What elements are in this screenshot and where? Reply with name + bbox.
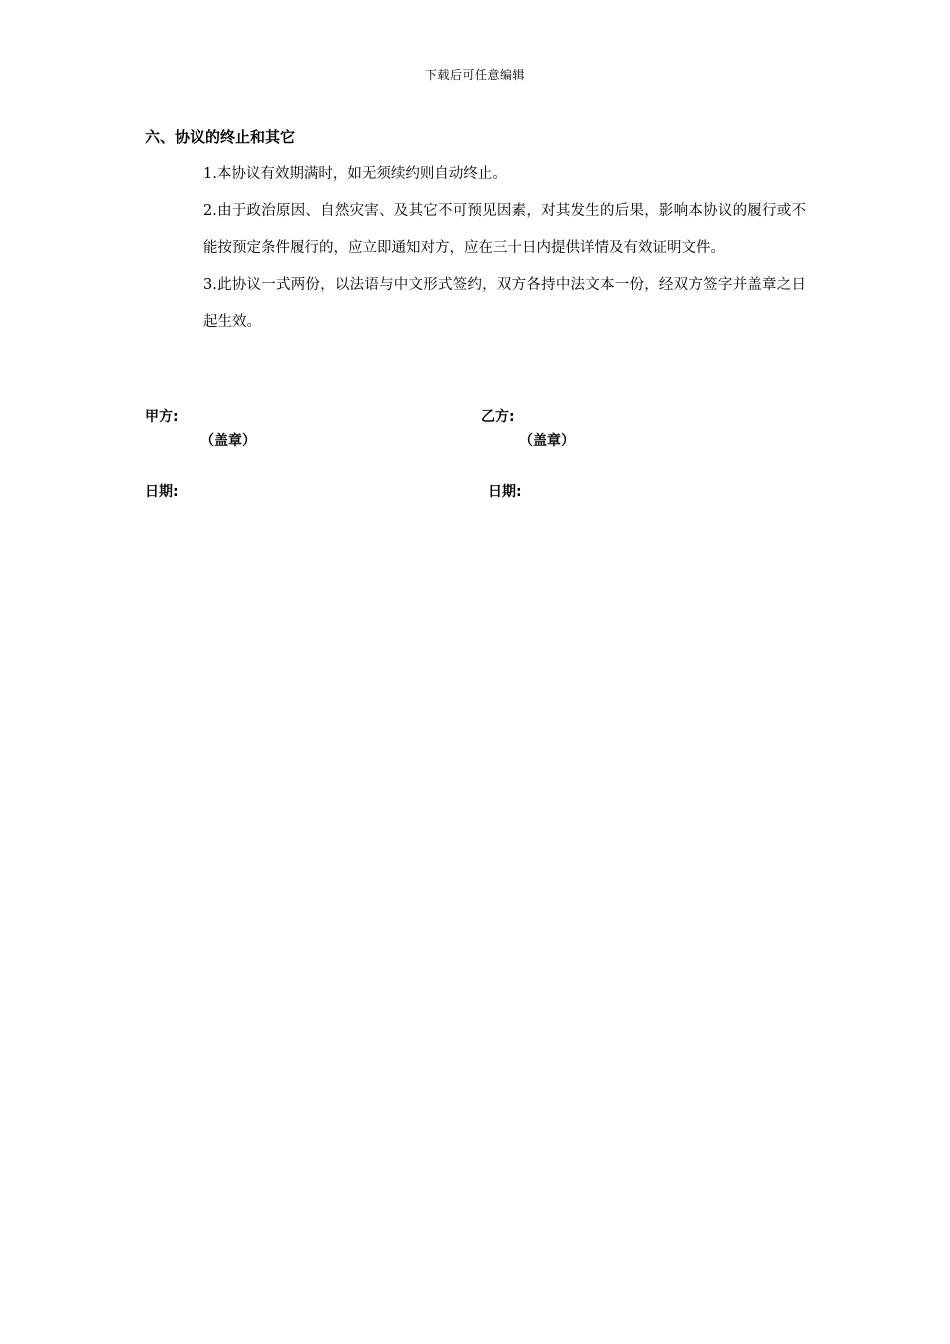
clause-3: 3.此协议一式两份，以法语与中文形式签约，双方各持中法文本一份，经双方签字并盖章之日起生效。: [203, 277, 806, 330]
party-b-seal: （盖章）: [519, 433, 575, 449]
clause-list: [203, 156, 806, 341]
page-header-note: 下载后可任意编辑: [424, 68, 525, 82]
section-heading: 六、协议的终止和其它: [145, 128, 296, 146]
party-a-label: 甲方:: [145, 409, 179, 425]
clause-1: 1.本协议有效期满时，如无须续约则自动终止。: [203, 166, 507, 182]
party-a-seal: （盖章）: [200, 433, 256, 449]
party-b-date-label: 日期:: [488, 484, 522, 500]
party-b-label: 乙方:: [481, 409, 515, 425]
party-a-date-label: 日期:: [145, 484, 179, 500]
clause-2: 2.由于政治原因、自然灾害、及其它不可预见因素，对其发生的后果，影响本协议的履行或不能按预定条件履行的，应立即通知对方，应在三十日内提供详情及有效证明文件。: [203, 203, 806, 256]
